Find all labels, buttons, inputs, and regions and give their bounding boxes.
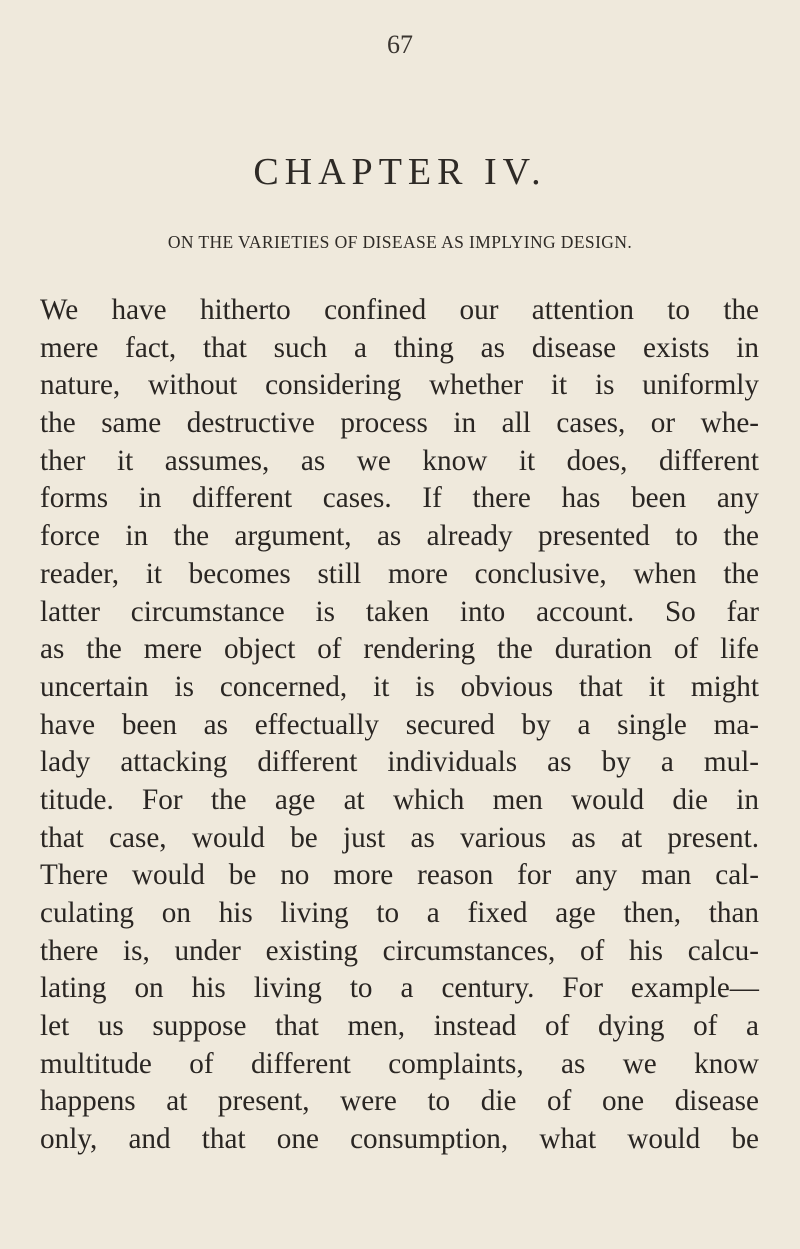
text-line: have been as effectually secured by a single ma- (40, 708, 759, 741)
text-line: There would be no more reason for any man cal- (40, 859, 759, 892)
chapter-heading: CHAPTER IV. (253, 151, 547, 193)
text-line: the same destructive process in all cases, or whe- (40, 407, 759, 440)
text-line: happens at present, were to die of one disease (40, 1085, 759, 1118)
text-line: culating on his living to a fixed age then, than (40, 897, 759, 929)
text-line: only, and that one consumption, what would be (40, 1123, 759, 1156)
text-line: We have hitherto confined our attention to the (40, 294, 759, 326)
page-number: 67 (387, 30, 413, 59)
text-line: lating on his living to a century. For example— (40, 972, 759, 1005)
text-line: force in the argument, as already presented to the (40, 520, 759, 553)
text-line: forms in different cases. If there has been any (40, 482, 759, 515)
text-line: as the mere object of rendering the duration of life (40, 633, 759, 666)
text-line: ther it assumes, as we know it does, different (40, 444, 759, 477)
text-line: nature, without considering whether it is uniformly (40, 369, 759, 402)
body-text (40, 292, 759, 1159)
text-line: uncertain is concerned, it is obvious that it might (40, 670, 759, 703)
text-line: mere fact, that such a thing as disease exists in (40, 331, 759, 364)
text-line: titude. For the age at which men would die in (40, 783, 759, 816)
text-line: reader, it becomes still more conclusive, when the (40, 557, 759, 590)
text-line: there is, under existing circumstances, of his calcu- (40, 934, 759, 967)
text-line: let us suppose that men, instead of dying of a (40, 1010, 759, 1043)
text-line: latter circumstance is taken into account. So far (40, 595, 759, 628)
text-line: lady attacking different individuals as by a mul- (40, 746, 759, 779)
chapter-subtitle: ON THE VARIETIES OF DISEASE AS IMPLYING DESIGN. (167, 232, 633, 252)
text-line: that case, would be just as various as at present. (40, 821, 759, 854)
text-line: multitude of different complaints, as we know (40, 1047, 759, 1080)
